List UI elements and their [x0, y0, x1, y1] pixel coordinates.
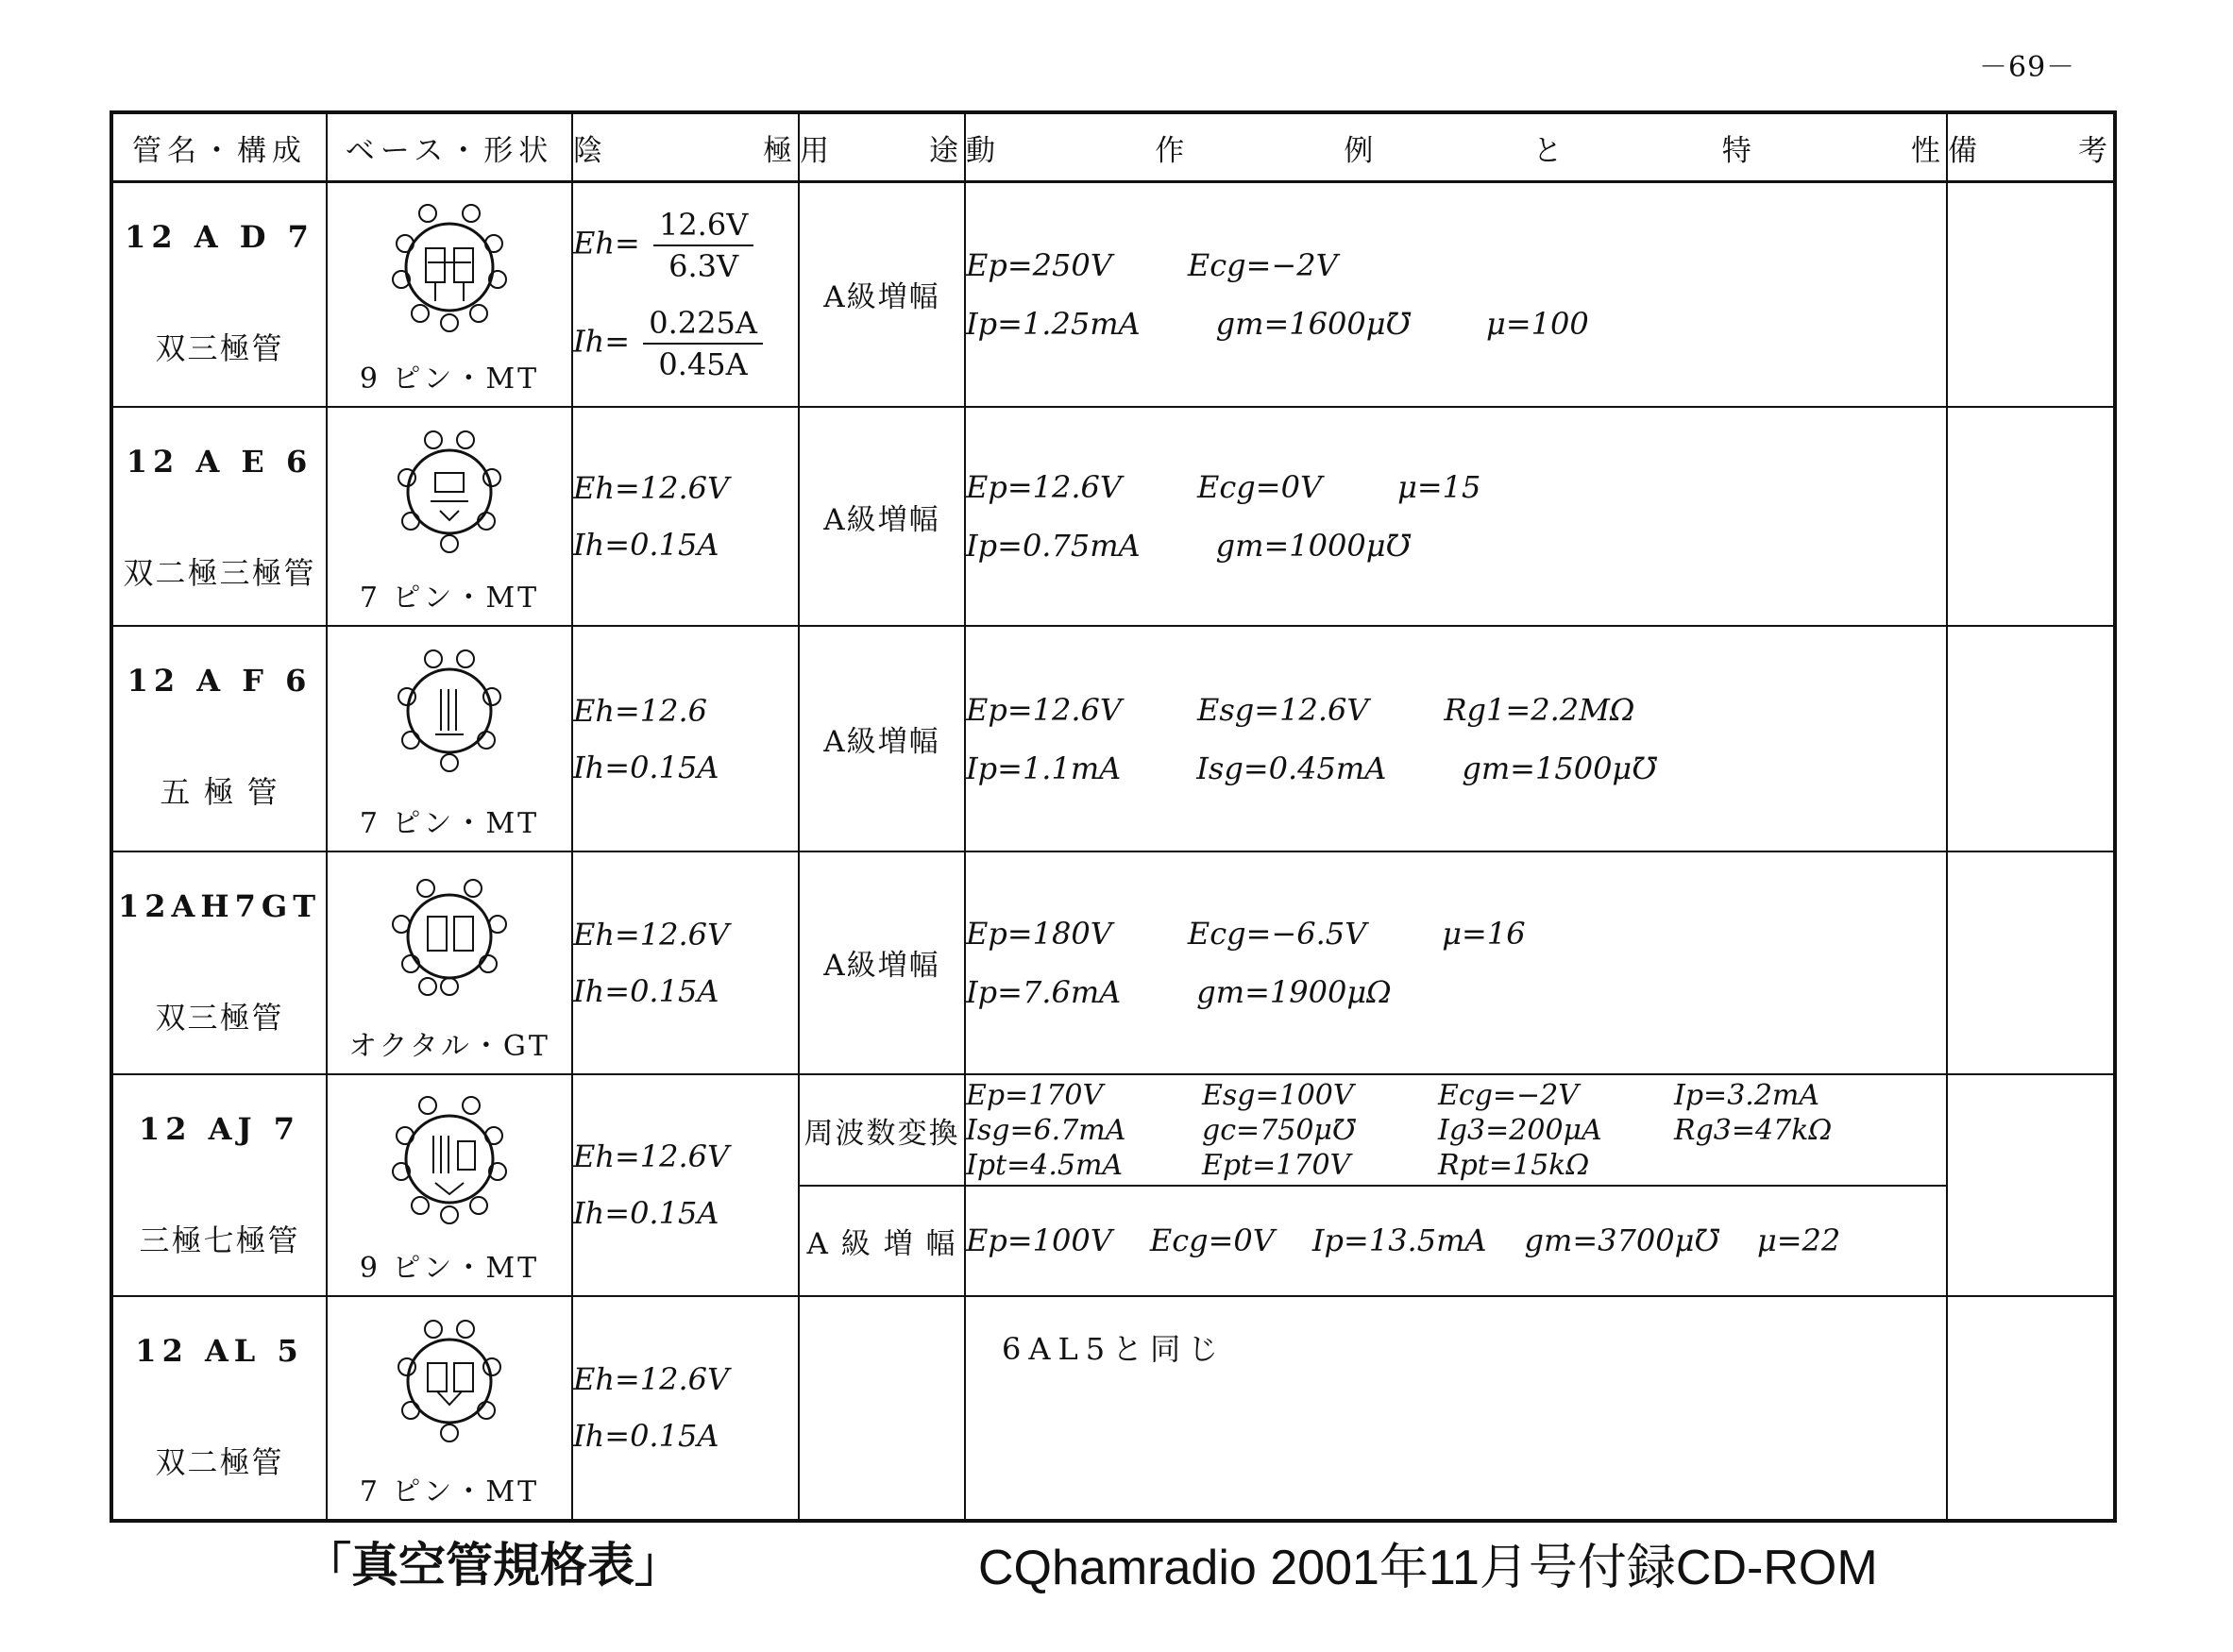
tube-name-cell — [111, 1296, 327, 1521]
operation-value: Esg=12.6V — [1197, 691, 1369, 728]
base-type: 9 ピン・MT — [359, 1251, 540, 1285]
operation-value: μ=15 — [1397, 469, 1481, 506]
tube-name-cell — [111, 626, 327, 851]
operation-value: Ecg=−2V — [1187, 246, 1338, 283]
operation-value: Ecg=0V — [1197, 469, 1323, 506]
tube-name-cell — [111, 407, 327, 626]
ih-denominator: 0.45A — [658, 346, 748, 382]
pin-diagram-icon — [379, 866, 520, 1007]
operation-value: gc=750μ℧ — [1202, 1113, 1356, 1147]
operation-value: Ip=3.2mA — [1674, 1078, 1820, 1112]
use-cell: A級増幅 — [799, 626, 965, 851]
operation-cell — [965, 626, 1947, 851]
operation-cell — [965, 407, 1947, 626]
cathode-cell — [572, 1074, 799, 1295]
cathode-cell — [572, 407, 799, 626]
tube-name: 12 A F 6 — [127, 663, 313, 700]
heater-current: Ih=0.15A — [573, 527, 719, 564]
operation-value: Ip=0.75mA — [966, 528, 1141, 565]
remarks-cell — [1947, 1074, 2115, 1295]
base-type: オクタル・GT — [348, 1030, 550, 1064]
operation-value: Rg3=47kΩ — [1674, 1113, 1833, 1147]
eh-fraction — [653, 207, 753, 284]
operation-cell — [965, 182, 1947, 407]
operation-line — [966, 916, 1946, 952]
operation-value: Ep=250V — [966, 246, 1112, 283]
operation-line — [966, 1149, 1946, 1182]
operation-value: Isg=6.7mA — [966, 1113, 1126, 1147]
operation-value: μ=16 — [1442, 915, 1526, 952]
pin-diagram-icon — [379, 196, 520, 338]
page-number: －69－ — [1979, 51, 2076, 84]
base-cell — [327, 851, 572, 1074]
eh-label: Eh= — [573, 225, 640, 261]
tube-name-cell — [111, 182, 327, 407]
base-cell — [327, 407, 572, 626]
operation-line — [966, 750, 1946, 786]
tube-name-cell — [111, 1074, 327, 1295]
table-row — [111, 626, 2115, 851]
header-remarks: 備 考 — [1947, 112, 2115, 182]
remarks-cell — [1947, 407, 2115, 626]
operation-value: Ecg=−6.5V — [1187, 915, 1367, 952]
tube-name: 12 AL 5 — [135, 1332, 304, 1369]
pin-diagram-icon — [379, 640, 520, 782]
operation-value: Esg=100V — [1202, 1078, 1354, 1112]
header-use: 用 途 — [799, 112, 965, 182]
operation-value: Ipt=4.5mA — [966, 1148, 1124, 1182]
tube-construction: 五 極 管 — [160, 774, 279, 811]
base-type: 7 ピン・MT — [359, 1475, 540, 1509]
remarks-cell — [1947, 626, 2115, 851]
operation-value: gm=1600μ℧ — [1215, 305, 1412, 342]
heater-current — [573, 305, 798, 382]
use-cell — [799, 1296, 965, 1521]
operation-value: Ip=1.1mA — [966, 750, 1122, 786]
remarks-cell — [1947, 182, 2115, 407]
table-row — [111, 182, 2115, 407]
operation-value: Ecg=−2V — [1438, 1078, 1579, 1112]
operation-value: Rpt=15kΩ — [1438, 1148, 1590, 1182]
eh-denominator: 6.3V — [668, 247, 739, 284]
operation-line — [966, 247, 1946, 283]
tube-name: 12 AJ 7 — [138, 1111, 301, 1148]
header-base-shape: ベース・形状 — [327, 112, 572, 182]
operation-value: Ep=180V — [966, 915, 1112, 952]
operation-cell — [965, 1186, 1947, 1295]
operation-value: Ep=12.6V — [966, 469, 1123, 506]
tube-name: 12 A D 7 — [125, 219, 314, 255]
remarks-cell — [1947, 851, 2115, 1074]
operation-value: Ip=7.6mA — [966, 973, 1122, 1010]
base-cell — [327, 626, 572, 851]
operation-value: Ep=12.6V — [966, 691, 1123, 728]
operation-line — [966, 469, 1946, 505]
heater-current: Ih=0.15A — [573, 749, 719, 785]
operation-value: Rg1=2.2MΩ — [1444, 691, 1635, 728]
cathode-cell — [572, 851, 799, 1074]
base-type: 9 ピン・MT — [359, 362, 540, 396]
header-name-construction: 管名・構成 — [111, 112, 327, 182]
operation-cell — [965, 851, 1947, 1074]
use-cell: 周波数変換 — [799, 1074, 965, 1186]
table-row — [111, 851, 2115, 1074]
tube-name-cell — [111, 851, 327, 1074]
use-cell: A級増幅 — [799, 407, 965, 626]
tube-name: 12AH7GT — [118, 887, 321, 924]
use-cell: A級増幅 — [799, 851, 965, 1074]
header-cathode: 陰 極 — [572, 112, 799, 182]
operation-line — [966, 692, 1946, 728]
footer-source: CQhamradio 2001年11月号付録CD-ROM — [978, 1541, 1878, 1595]
table-row — [111, 407, 2115, 626]
heater-voltage — [573, 207, 798, 284]
base-cell — [327, 1296, 572, 1521]
operation-value: gm=1500μ℧ — [1462, 750, 1657, 786]
tube-construction: 双三極管 — [155, 330, 284, 366]
operation-value: Isg=0.45mA — [1196, 750, 1387, 786]
operation-value: Ig3=200μA — [1438, 1113, 1602, 1147]
base-cell — [327, 1074, 572, 1295]
table-row — [111, 1074, 2115, 1186]
operation-line — [966, 528, 1946, 564]
operation-value: gm=1000μ℧ — [1215, 528, 1412, 565]
heater-current: Ih=0.15A — [573, 1195, 719, 1232]
tube-name: 12 A E 6 — [126, 443, 313, 480]
ih-numerator: 0.225A — [643, 305, 763, 345]
header-operation-characteristics: 動 作 例 と 特 性 — [965, 112, 1947, 182]
heater-voltage: Eh=12.6V — [573, 916, 730, 952]
operation-value: μ=100 — [1486, 305, 1589, 342]
operation-value: Ecg=0V — [1149, 1222, 1275, 1259]
heater-voltage: Eh=12.6V — [573, 470, 730, 507]
operation-value: Ip=13.5mA — [1311, 1222, 1487, 1259]
operation-line — [966, 974, 1946, 1010]
heater-current: Ih=0.15A — [573, 1418, 719, 1455]
operation-value: Ep=100V — [966, 1222, 1112, 1259]
operation-cell — [965, 1296, 1947, 1521]
ih-label: Ih= — [573, 323, 631, 360]
cathode-cell — [572, 1296, 799, 1521]
pin-diagram-icon — [379, 1088, 520, 1230]
heater-voltage: Eh=12.6V — [573, 1361, 730, 1398]
base-type: 7 ピン・MT — [359, 582, 540, 615]
header-row — [111, 112, 2115, 182]
tube-construction: 双三極管 — [155, 999, 284, 1036]
heater-voltage: Eh=12.6V — [573, 1138, 730, 1175]
tube-construction: 双二極管 — [155, 1443, 284, 1480]
tube-construction: 三極七極管 — [139, 1222, 300, 1259]
operation-line — [966, 1222, 1946, 1258]
ih-fraction — [643, 305, 763, 382]
base-cell — [327, 182, 572, 407]
cathode-cell — [572, 626, 799, 851]
use-cell: A級増幅 — [799, 182, 965, 407]
remarks-cell — [1947, 1296, 2115, 1521]
tube-construction: 双二極三極管 — [123, 554, 316, 591]
operation-value: gm=1900μΩ — [1196, 973, 1392, 1010]
pin-diagram-icon — [379, 421, 520, 563]
operation-cell — [965, 1074, 1947, 1186]
operation-value: Ept=170V — [1202, 1148, 1351, 1182]
table-row — [111, 1296, 2115, 1521]
heater-current: Ih=0.15A — [573, 972, 719, 1009]
operation-value: Ep=170V — [966, 1078, 1104, 1112]
heater-voltage: Eh=12.6 — [573, 692, 708, 729]
tube-spec-table — [110, 110, 2117, 1523]
operation-value: μ=22 — [1756, 1222, 1841, 1259]
cathode-cell — [572, 182, 799, 407]
eh-numerator: 12.6V — [653, 207, 753, 246]
pin-diagram-icon — [379, 1310, 520, 1452]
operation-value: gm=3700μ℧ — [1524, 1222, 1719, 1259]
base-type: 7 ピン・MT — [359, 806, 540, 840]
use-cell: A 級 増 幅 — [799, 1186, 965, 1295]
same-as-note: 6AL5と同じ — [1002, 1330, 1226, 1367]
operation-value: Ip=1.25mA — [966, 305, 1141, 342]
footer-title: 「真空管規格表」 — [304, 1538, 682, 1593]
operation-line — [966, 1114, 1946, 1147]
operation-line — [966, 306, 1946, 342]
operation-line — [966, 1079, 1946, 1112]
